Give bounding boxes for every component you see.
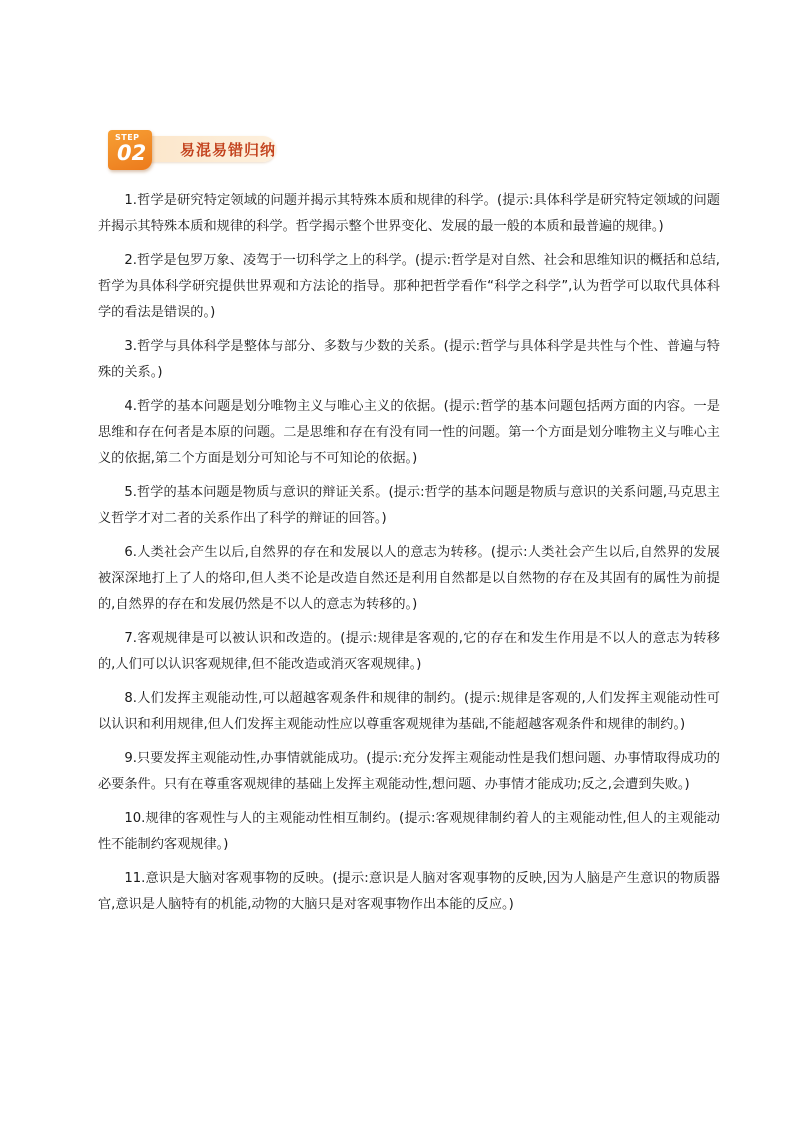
- list-item: 8.人们发挥主观能动性,可以超越客观条件和规律的制约。(提示:规律是客观的,人们发挥主观能动性可以认识和利用规律,但人们发挥主观能动性应以尊重客观规律为基础,不能超越客观条件和规律的制约。): [98, 691, 720, 732]
- list-item: 9.只要发挥主观能动性,办事情就能成功。(提示:充分发挥主观能动性是我们想问题、办事情取得成功的必要条件。只有在尊重客观规律的基础上发挥主观能动性,想问题、办事情才能成功;反之,会遭到失败。): [98, 751, 720, 792]
- list-item: 2.哲学是包罗万象、凌驾于一切科学之上的科学。(提示:哲学是对自然、社会和思维知识的概括和总结,哲学为具体科学研究提供世界观和方法论的指导。那种把哲学看作“科学之科学”,认为哲学可以取代具体科学的看法是错误的。): [98, 253, 720, 320]
- list-item: 4.哲学的基本问题是划分唯物主义与唯心主义的依据。(提示:哲学的基本问题包括两方面的内容。一是思维和存在何者是本原的问题。二是思维和存在有没有同一性的问题。第一个方面是划分唯物主义与唯心主义的依据,第二个方面是划分可知论与不可知论的依据。): [98, 399, 720, 466]
- content-list: [98, 188, 720, 926]
- list-item: 1.哲学是研究特定领域的问题并揭示其特殊本质和规律的科学。(提示:具体科学是研究特定领域的问题并揭示其特殊本质和规律的科学。哲学揭示整个世界变化、发展的最一般的本质和最普遍的规律。): [98, 193, 720, 234]
- section-badge: [108, 130, 276, 170]
- list-item: 11.意识是大脑对客观事物的反映。(提示:意识是人脑对客观事物的反映,因为人脑是产生意识的物质器官,意识是人脑特有的机能,动物的大脑只是对客观事物作出本能的反应。): [98, 871, 720, 912]
- list-item: 3.哲学与具体科学是整体与部分、多数与少数的关系。(提示:哲学与具体科学是共性与个性、普遍与特殊的关系。): [98, 339, 720, 380]
- step-label: STEP: [115, 133, 140, 142]
- section-title: 易混易错归纳: [180, 141, 277, 159]
- step-tab: [108, 130, 152, 170]
- step-number: 02: [117, 141, 147, 165]
- list-item: 6.人类社会产生以后,自然界的存在和发展以人的意志为转移。(提示:人类社会产生以后,自然界的发展被深深地打上了人的烙印,但人类不论是改造自然还是利用自然都是以自然物的存在及其固有的属性为前提的,自然界的存在和发展仍然是不以人的意志为转移的。): [98, 545, 720, 612]
- list-item: 7.客观规律是可以被认识和改造的。(提示:规律是客观的,它的存在和发生作用是不以人的意志为转移的,人们可以认识客观规律,但不能改造或消灭客观规律。): [98, 631, 720, 672]
- list-item: 5.哲学的基本问题是物质与意识的辩证关系。(提示:哲学的基本问题是物质与意识的关系问题,马克思主义哲学才对二者的关系作出了科学的辩证的回答。): [98, 485, 720, 526]
- list-item: 10.规律的客观性与人的主观能动性相互制约。(提示:客观规律制约着人的主观能动性,但人的主观能动性不能制约客观规律。): [98, 811, 720, 852]
